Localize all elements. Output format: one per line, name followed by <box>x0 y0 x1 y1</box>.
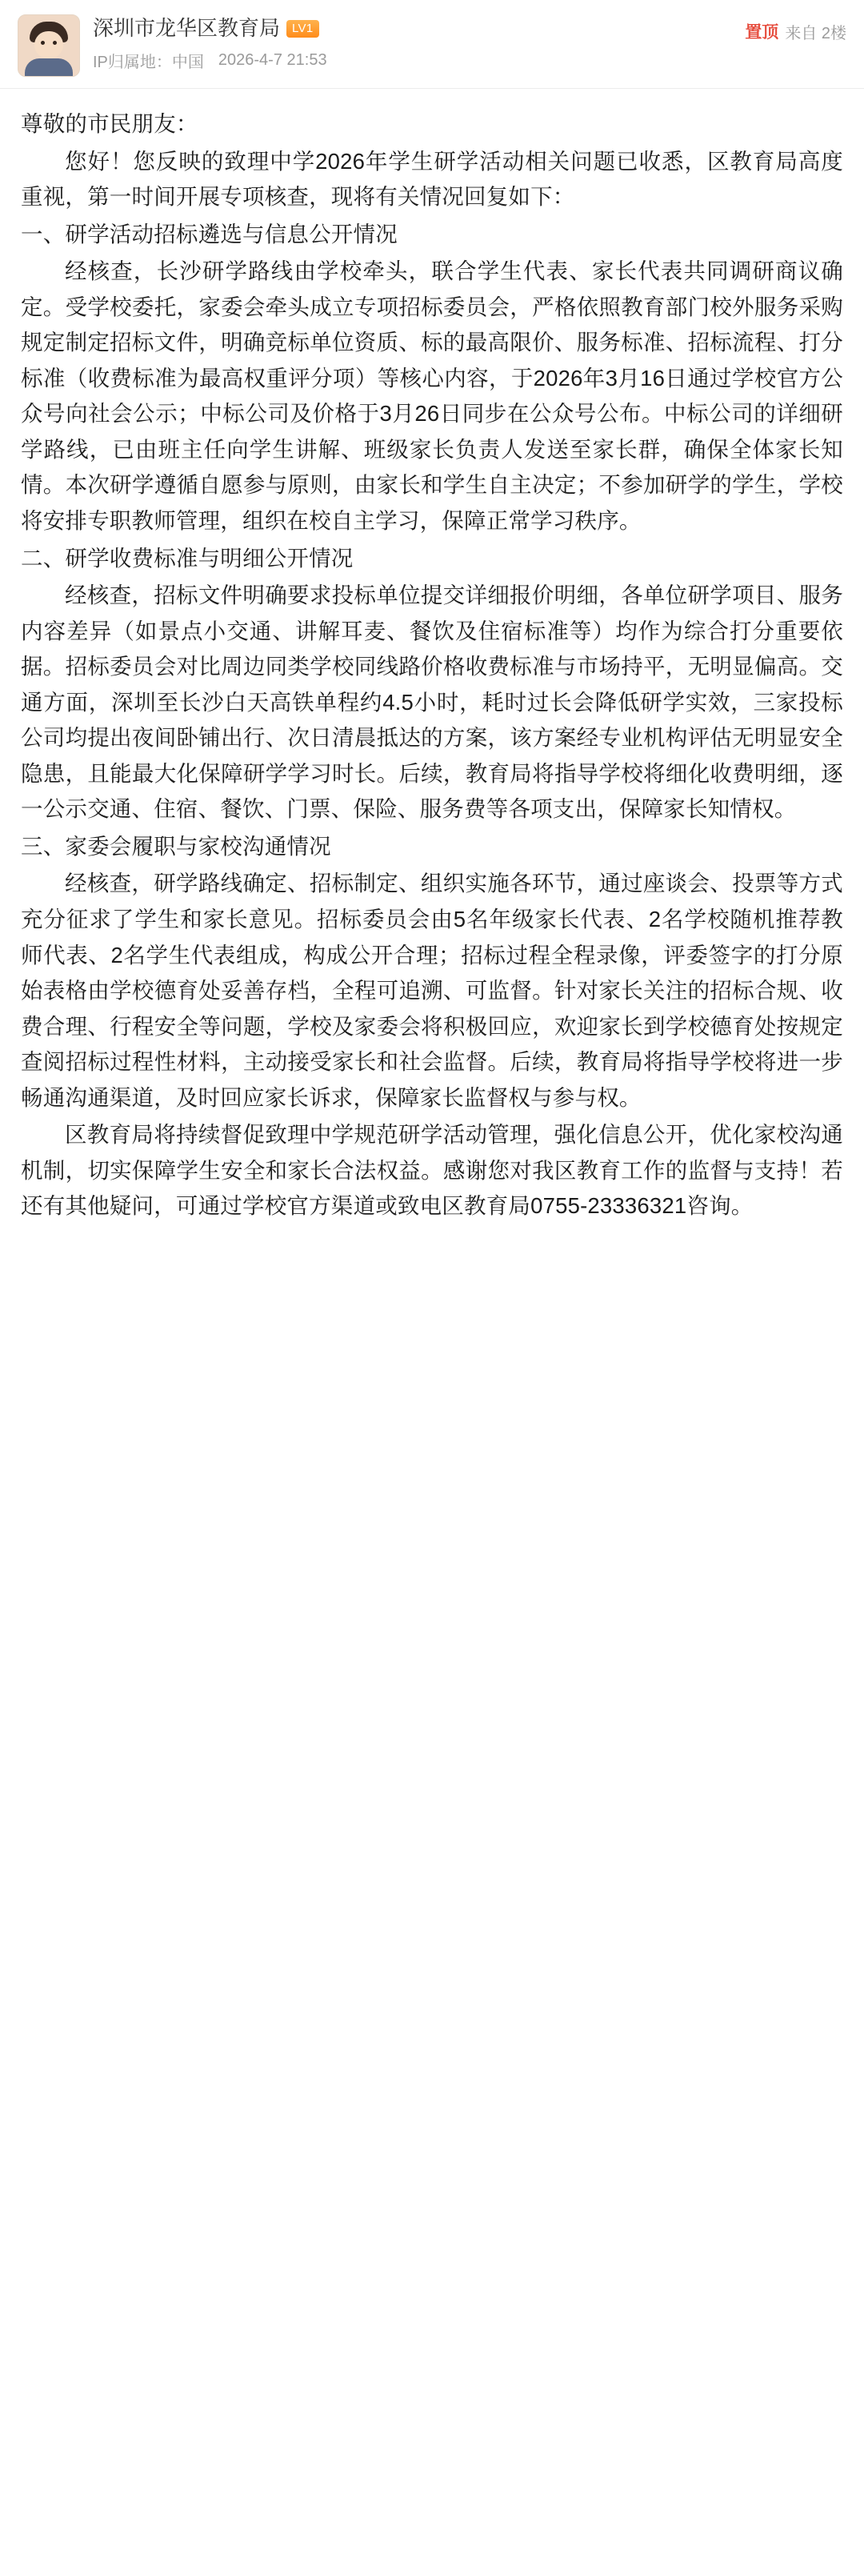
salutation: 尊敬的市民朋友： <box>21 111 198 136</box>
source-floor-label[interactable]: 来自 2楼 <box>785 24 846 42</box>
level-badge: LV1 <box>286 20 318 38</box>
avatar-eye-left <box>41 41 45 45</box>
post-meta <box>93 49 846 72</box>
body-paragraph: 经核查，招标文件明确要求投标单位提交详细报价明细，各单位研学项目、服务内容差异（如景点小交通、讲解耳麦、餐饮及住宿标准等）均作为综合打分重要依据。招标委员会对比周边同类学校同线路价格收费标准与市场持平，无明显偏高。交通方面，深圳至长沙白天高铁单程约4.5小时，耗时过长会降低研学实效，三家投标公司均提出夜间卧铺出行、次日清晨抵达的方案，该方案经专业机构评估无明显安全隐患，且能最大化保障研学学习时长。后续，教育局将指导学校将细化收费明细，逐一公示交通、住宿、餐饮、门票、保险、服务费等各项支出，保障家长知情权。 <box>21 583 843 822</box>
post-timestamp: 2026-4-7 21:53 <box>218 51 327 70</box>
paragraph-list <box>21 144 843 1224</box>
author-info <box>93 14 846 72</box>
author-name-row <box>93 16 846 41</box>
pinned-badge: 置顶 <box>745 23 779 42</box>
section-heading: 一、研学活动招标遴选与信息公开情况 <box>21 221 398 246</box>
ip-location: IP归属地：中国 <box>93 54 204 72</box>
post-flags <box>745 19 846 43</box>
body-paragraph: 经核查，研学路线确定、招标制定、组织实施各环节，通过座谈会、投票等方式充分征求了学生和家长意见。招标委员会由5名年级家长代表、2名学校随机推荐教师代表、2名学生代表组成，构成公开合理；招标过程全程录像，评委签字的打分原始表格由学校德育处妥善存档，全程可追溯、可监督。针对家长关注的招标合规、收费合理、行程安全等问题，学校及家委会将积极回应，欢迎家长到学校德育处按规定查阅招标过程性材料，主动接受家长和社会监督。后续，教育局将指导学校将进一步畅通沟通渠道，及时回应家长诉求，保障家长监督权与参与权。 <box>21 871 843 1110</box>
bottom-fade <box>0 2520 864 2576</box>
body-paragraph: 您好！您反映的致理中学2026年学生研学活动相关问题已收悉，区教育局高度重视，第一时间开展专项核查，现将有关情况回复如下： <box>21 148 843 210</box>
body-paragraph: 区教育局将持续督促致理中学规范研学活动管理，强化信息公开，优化家校沟通机制，切实保障学生安全和家长合法权益。感谢您对我区教育工作的监督与支持！若还有其他疑问，可通过学校官方渠道或致电区教育局0755-23336321咨询。 <box>21 1122 843 1219</box>
body-paragraph: 经核查，长沙研学路线由学校牵头，联合学生代表、家长代表共同调研商议确定。受学校委托，家委会牵头成立专项招标委员会，严格依照教育部门校外服务采购规定制定招标文件，明确竞标单位资质、标的最高限价、服务标准、招标流程、打分标准（收费标准为最高权重评分项）等核心内容，于2026年3月16日通过学校官方公众号向社会公示；中标公司及价格于3月26日同步在公众号公布。中标公司的详细研学路线，已由班主任向学生讲解、班级家长负责人发送至家长群，确保全体家长知情。本次研学遵循自愿参与原则，由家长和学生自主决定；不参加研学的学生，学校将安排专职教师管理，组织在校自主学习，保障正常学习秩序。 <box>21 258 843 534</box>
post-header <box>0 0 864 88</box>
avatar[interactable] <box>18 14 80 77</box>
avatar-face <box>34 31 63 58</box>
section-heading: 二、研学收费标准与明细公开情况 <box>21 545 354 571</box>
avatar-eye-right <box>53 41 57 45</box>
avatar-body <box>25 58 73 76</box>
author-name[interactable]: 深圳市龙华区教育局 <box>93 16 281 40</box>
post-content <box>0 89 864 1258</box>
section-heading: 三、家委会履职与家校沟通情况 <box>21 833 331 859</box>
